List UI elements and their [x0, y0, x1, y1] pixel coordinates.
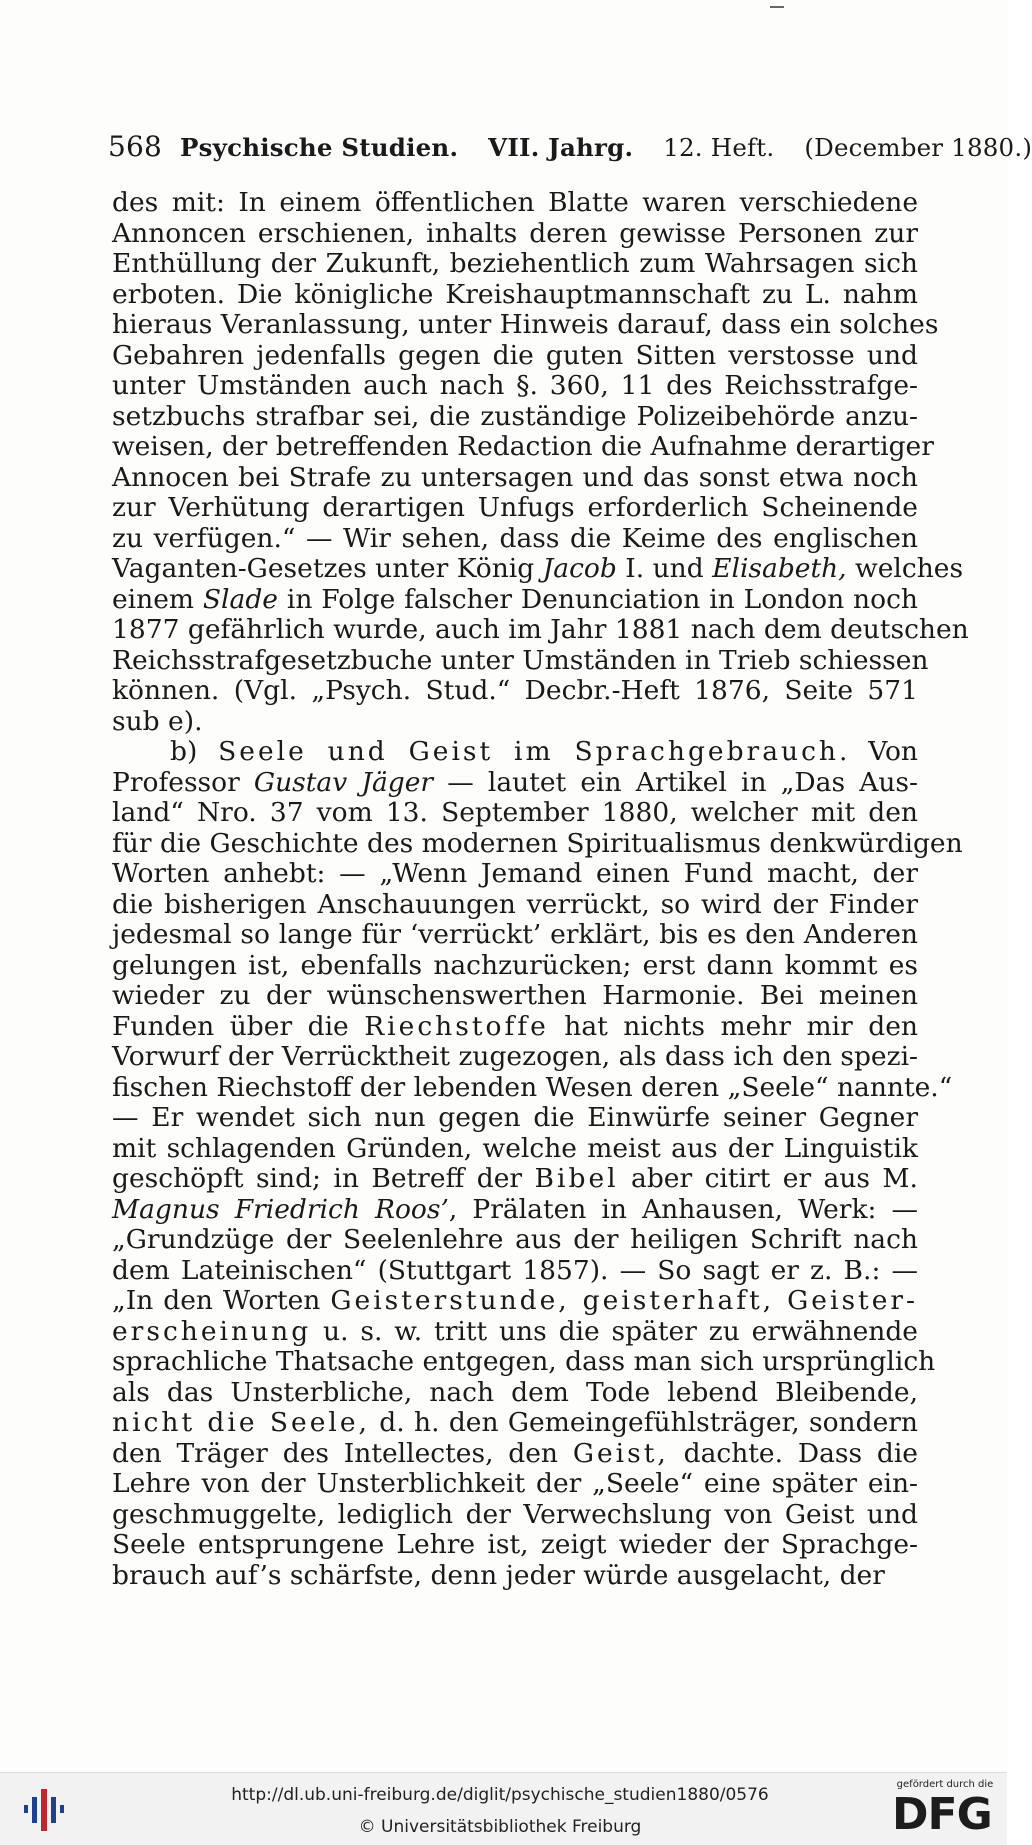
- text-span: b): [170, 736, 198, 767]
- text-span: in Folge falscher Denunciation in London noch: [277, 583, 918, 615]
- text-span: Von: [850, 736, 919, 767]
- dfg-caption: gefördert durch die: [896, 1779, 994, 1790]
- text-span: den Träger des Intellectes, den: [112, 1437, 573, 1469]
- text-line: 1877 gefährlich wurde, auch im Jahr 1881 nach dem deutschen: [112, 614, 969, 645]
- italic-span: Jacob: [542, 553, 617, 584]
- text-line: für die Geschichte des modernen Spiritualismus denkwürdigen: [112, 827, 963, 859]
- text-line: unter Umständen auch nach §. 360, 11 des Reichsstrafge-: [112, 370, 918, 401]
- page-number: 568: [108, 130, 163, 163]
- text-line: Seele entsprungene Lehre ist, zeigt wieder der Sprachge-: [112, 1529, 918, 1560]
- text-line: als das Unsterbliche, nach dem Tode lebend Bleibende,: [112, 1376, 918, 1408]
- text-line: zur Verhütung derartigen Unfugs erforderlich Scheinende: [112, 492, 918, 523]
- text-line: [112, 1408, 918, 1439]
- library-logo-icon: [20, 1787, 64, 1833]
- text-line: [112, 1439, 918, 1470]
- text-span: „In den Worten: [112, 1285, 331, 1316]
- text-line: Annoncen erschienen, inhalts deren gewisse Personen zur: [112, 217, 918, 249]
- text-span: — lautet ein Artikel in „Das Aus-: [433, 766, 918, 798]
- viewer-footer: [0, 1772, 1007, 1845]
- spaced-emphasis: Geisterstunde, geisterhaft, Geister-: [330, 1285, 918, 1316]
- text-line: wieder zu der wünschenswerthen Harmonie. Bei meinen: [112, 980, 918, 1011]
- text-line: [112, 1286, 918, 1317]
- text-line: [112, 1317, 918, 1348]
- text-line: gelungen ist, ebenfalls nachzurücken; erst dann kommt es: [112, 949, 918, 981]
- text-span: dachte. Dass die: [668, 1437, 918, 1469]
- text-line: fischen Riechstoff der lebenden Wesen deren „Seele“ nannte.“: [112, 1071, 953, 1103]
- text-span: I. und: [616, 553, 713, 584]
- text-span: geschöpft sind; in Betreff der: [112, 1163, 535, 1194]
- text-line: „Grundzüge der Seelenlehre aus der heiligen Schrift nach: [112, 1224, 918, 1255]
- text-span: welches: [846, 553, 964, 584]
- text-line: [112, 1164, 918, 1195]
- text-line: können. (Vgl. „Psych. Stud.“ Decbr.-Heft 1876, Seite 571: [112, 675, 918, 706]
- text-line: Lehre von der Unsterblichkeit der „Seele“ eine später ein-: [112, 1468, 918, 1499]
- text-line: jedesmal so lange für ‘verrückt’ erklärt, bis es den Anderen: [112, 919, 918, 950]
- copyright-notice: © Universitätsbibliothek Freiburg: [358, 1817, 642, 1837]
- italic-span: Gustav Jäger: [253, 766, 434, 798]
- text-line: Vorwurf der Verrücktheit zugezogen, als dass ich den spezi-: [112, 1041, 918, 1072]
- text-line: [112, 553, 964, 585]
- spaced-emphasis: Seele und Geist im Sprachgebrauch.: [197, 736, 851, 767]
- text-line: weisen, der betreffenden Redaction die Aufnahme derartiger: [112, 431, 934, 462]
- text-line: sprachliche Thatsache entgegen, dass man sich ursprünglich: [112, 1346, 936, 1377]
- italic-span: Elisabeth,: [712, 553, 847, 584]
- text-line: hieraus Veranlassung, unter Hinweis darauf, dass ein solches: [112, 309, 939, 340]
- text-span: d. h. den Gemeingefühlsträger, sondern: [369, 1407, 919, 1438]
- text-line: land“ Nro. 37 vom 13. September 1880, welcher mit den: [112, 797, 918, 828]
- text-line: erboten. Die königliche Kreishauptmannschaft zu L. nahm: [112, 278, 918, 310]
- permalink[interactable]: http://dl.ub.uni-freiburg.de/diglit/psychische_studien1880/0576: [231, 1785, 769, 1805]
- text-line: setzbuchs strafbar sei, die zuständige Polizeibehörde anzu-: [112, 400, 918, 432]
- scan-mark: [770, 6, 784, 8]
- text-line: Worten anhebt: — „Wenn Jemand einen Fund macht, der: [112, 858, 918, 889]
- text-line: [112, 1012, 918, 1043]
- dfg-logo: [890, 1779, 1000, 1841]
- italic-span: Magnus Friedrich Roos’: [112, 1193, 449, 1225]
- text-line: zu verfügen.“ — Wir sehen, dass die Keime des englischen: [112, 522, 918, 554]
- running-head: [108, 130, 1032, 163]
- issue: 12. Heft.: [663, 133, 775, 162]
- body-text: [112, 187, 969, 1591]
- text-line: Gebahren jedenfalls gegen die guten Sitten verstosse und: [112, 339, 918, 371]
- text-line: Annocen bei Strafe zu untersagen und das sonst etwa noch: [112, 461, 918, 493]
- text-line: brauch auf’s schärfste, denn jeder würde ausgelacht, der: [112, 1559, 885, 1591]
- spaced-emphasis: nicht die Seele,: [112, 1407, 370, 1438]
- text-line: dem Lateinischen“ (Stuttgart 1857). — So sagt er z. B.: —: [112, 1254, 918, 1286]
- spaced-emphasis: Riechstoffe: [364, 1010, 549, 1042]
- spaced-emphasis: Bibel: [534, 1163, 619, 1194]
- text-line: [112, 768, 918, 799]
- text-line: mit schlagenden Gründen, welche meist aus der Linguistik: [112, 1132, 918, 1164]
- dfg-logo-text: DFG: [892, 1789, 992, 1840]
- text-line: [112, 1195, 918, 1226]
- text-span: aber citirt er aus M.: [618, 1163, 918, 1194]
- text-line: des mit: In einem öffentlichen Blatte waren verschiedene: [112, 187, 918, 218]
- text-span: Professor: [112, 766, 254, 798]
- text-span: , Prälaten in Anhausen, Werk: —: [448, 1193, 918, 1225]
- volume: VII. Jahrg.: [488, 133, 634, 162]
- text-line: [112, 737, 918, 768]
- text-span: Funden über die: [112, 1010, 365, 1042]
- spaced-emphasis: erscheinung: [112, 1315, 312, 1347]
- text-line: die bisherigen Anschauungen verrückt, so wird der Finder: [112, 888, 918, 920]
- text-line: sub e).: [112, 705, 203, 737]
- spaced-emphasis: Geist,: [572, 1437, 669, 1469]
- text-span: einem: [112, 583, 203, 615]
- text-line: Reichsstrafgesetzbuche unter Umständen in Trieb schiessen: [112, 644, 929, 676]
- text-span: Vaganten-Gesetzes unter König: [112, 553, 543, 584]
- text-line: [112, 585, 918, 616]
- journal-title: Psychische Studien.: [180, 133, 459, 162]
- issue-date: (December 1880.): [804, 133, 1032, 162]
- text-line: — Er wendet sich nun gegen die Einwürfe seiner Gegner: [112, 1102, 918, 1133]
- text-line: Enthüllung der Zukunft, beziehentlich zum Wahrsagen sich: [112, 248, 918, 279]
- text-span: hat nichts mehr mir den: [548, 1010, 918, 1042]
- text-span: u. s. w. tritt uns die später zu erwähnende: [311, 1315, 918, 1347]
- text-line: geschmuggelte, lediglich der Verwechslung von Geist und: [112, 1498, 918, 1530]
- italic-span: Slade: [202, 583, 278, 615]
